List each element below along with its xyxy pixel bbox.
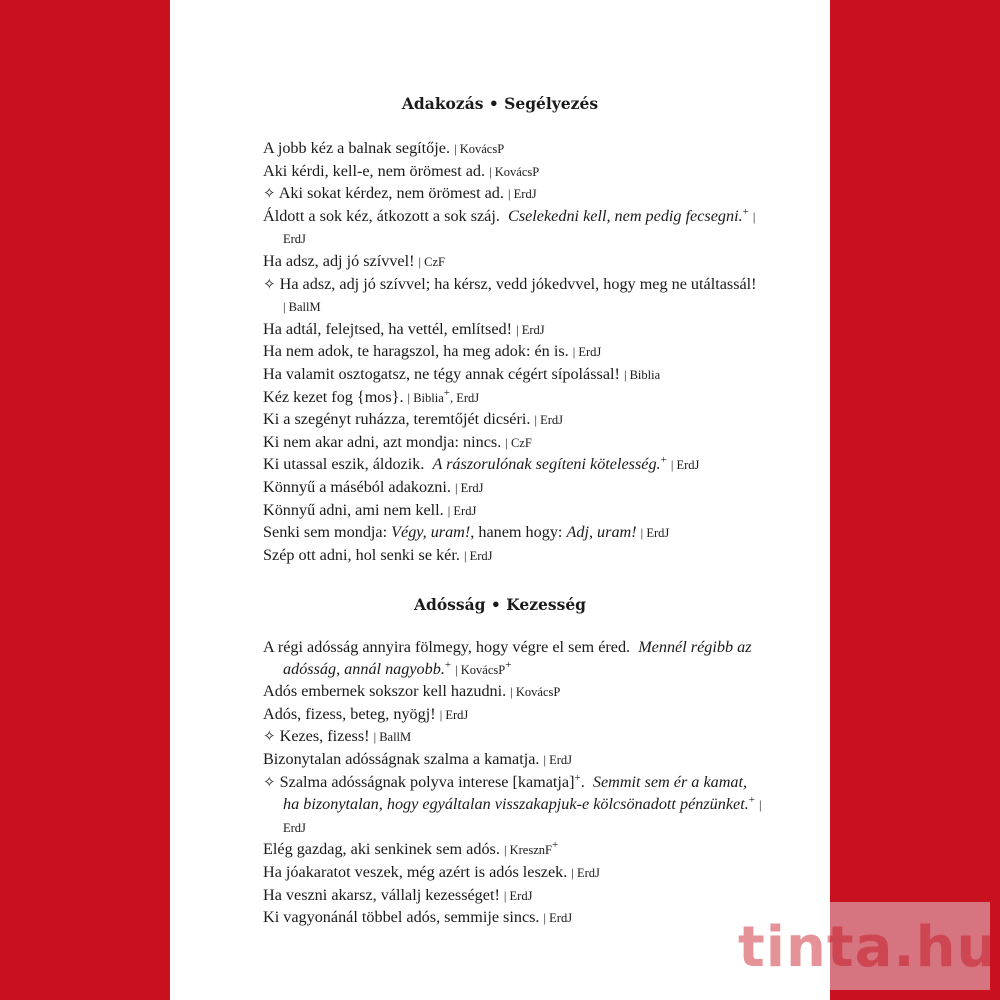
source-name: KovácsP bbox=[494, 164, 540, 179]
source-reference: | ErdJ bbox=[283, 798, 762, 835]
explanation-note: Cselekedni kell, nem pedig fecsegni. bbox=[508, 206, 743, 225]
source-reference: | ErdJ bbox=[508, 187, 537, 202]
source-reference: | ErdJ bbox=[516, 322, 545, 337]
proverb-text: A régi adósság annyira fölmegy, hogy végre el sem éred. bbox=[263, 638, 631, 656]
source-name: ErdJ bbox=[549, 752, 573, 767]
source-reference: | BallM bbox=[373, 730, 412, 745]
proverb-variant-entry bbox=[263, 274, 763, 319]
source-name: ErdJ bbox=[453, 503, 477, 518]
footnote-mark: + bbox=[443, 386, 450, 399]
proverb-entry bbox=[263, 749, 763, 772]
proverb-entry bbox=[263, 341, 763, 364]
source-name: BallM bbox=[379, 730, 412, 745]
source-reference: | CzF bbox=[418, 254, 446, 269]
proverb-entry bbox=[263, 161, 763, 184]
proverb-entry bbox=[263, 432, 763, 455]
proverb-entry bbox=[263, 477, 763, 500]
source-name: CzF bbox=[510, 435, 532, 450]
proverb-entry bbox=[263, 454, 763, 477]
proverb-text: Szalma adósságnak polyva interese [kamatja] bbox=[279, 772, 575, 791]
source-name: Biblia bbox=[629, 367, 661, 382]
source-name: BallM bbox=[288, 300, 321, 315]
variant-marker-icon: ✧ bbox=[263, 774, 276, 791]
proverb-variant-entry bbox=[263, 726, 763, 749]
source-reference: | ErdJ bbox=[463, 548, 493, 563]
proverb-entry bbox=[263, 681, 763, 704]
book-page bbox=[170, 0, 830, 1000]
proverb-entry bbox=[263, 319, 763, 342]
proverb-entry bbox=[263, 500, 763, 523]
quoted-phrase: Végy, uram! bbox=[391, 523, 471, 542]
source-reference: | KovácsP bbox=[489, 164, 540, 179]
proverb-entry bbox=[263, 522, 763, 545]
source-name: ErdJ bbox=[540, 413, 564, 428]
proverb-text: Ha valamit osztogatsz, ne tégy annak cégért sípolással! bbox=[263, 364, 620, 383]
proverb-entry bbox=[263, 862, 763, 885]
source-name: ErdJ bbox=[460, 480, 484, 495]
footnote-mark: + bbox=[551, 839, 559, 852]
source-name-extra: , ErdJ bbox=[449, 390, 480, 405]
source-reference: | ErdJ bbox=[670, 458, 700, 473]
variant-marker-icon: ✧ bbox=[263, 186, 276, 203]
proverb-variant-entry bbox=[263, 183, 763, 206]
source-name: ErdJ bbox=[469, 548, 493, 563]
source-reference: | ErdJ bbox=[503, 888, 533, 903]
source-name: ErdJ bbox=[283, 232, 306, 247]
source-reference: | ErdJ bbox=[571, 865, 600, 880]
proverb-entry bbox=[263, 387, 763, 410]
source-name: CzF bbox=[424, 254, 446, 269]
proverb-text: Ki a szegényt ruházza, teremtőjét dicséri. bbox=[263, 410, 531, 429]
section-title-adossag: Adósság • Kezesség bbox=[413, 595, 587, 614]
explanation-note: A rászorulónak segíteni kötelesség. bbox=[432, 455, 661, 474]
proverb-entry bbox=[263, 907, 763, 930]
proverb-text: Ha jóakaratot veszek, még azért is adós leszek. bbox=[263, 862, 568, 881]
proverb-entry bbox=[263, 637, 763, 681]
proverb-text: Szép ott adni, hol senki se kér. bbox=[263, 545, 460, 564]
source-name: ErdJ bbox=[576, 865, 600, 880]
source-name: ErdJ bbox=[549, 911, 573, 926]
proverb-text: Ha adtál, felejtsed, ha vettél, említsed! bbox=[263, 319, 513, 338]
source-reference: | Biblia bbox=[623, 367, 661, 382]
source-name: ErdJ bbox=[578, 345, 602, 360]
proverb-text: Aki kérdi, kell-e, nem örömest ad. bbox=[263, 161, 486, 180]
footnote-mark: + bbox=[660, 454, 667, 467]
source-name: KovácsP bbox=[515, 685, 561, 700]
proverb-text: Kezes, fizess! bbox=[279, 727, 370, 746]
source-reference: | ErdJ bbox=[640, 526, 670, 541]
proverb-text: Áldott a sok kéz, átkozott a sok száj. bbox=[263, 206, 500, 225]
quoted-phrase: Adj, uram! bbox=[566, 523, 637, 542]
source-reference: | KovácsP+ bbox=[455, 658, 512, 677]
proverb-text: Kéz kezet fog {mos}. bbox=[263, 387, 404, 406]
source-reference: | ErdJ bbox=[534, 413, 564, 428]
proverb-text: Ha adsz, adj jó szívvel! bbox=[263, 251, 415, 270]
source-name: ErdJ bbox=[513, 187, 537, 202]
source-reference: | KovácsP bbox=[454, 142, 505, 156]
source-reference: | Biblia+, ErdJ bbox=[407, 386, 480, 405]
source-name: ErdJ bbox=[521, 322, 545, 337]
proverb-text: Ki nem akar adni, azt mondja: nincs. bbox=[263, 432, 502, 451]
source-name: ErdJ bbox=[283, 820, 306, 835]
tinta-logo: tinta.hu bbox=[738, 915, 998, 980]
source-name: ErdJ bbox=[676, 458, 700, 473]
proverb-text: Aki sokat kérdez, nem örömest ad. bbox=[278, 184, 504, 203]
footnote-mark: + bbox=[742, 205, 749, 218]
variant-marker-icon: ✧ bbox=[263, 729, 276, 746]
explanation-note: Mennél régibb az adósság, annál nagyobb. bbox=[283, 638, 752, 678]
source-reference: | ErdJ bbox=[543, 752, 573, 767]
entry-list-adossag bbox=[263, 637, 763, 930]
explanation-note: Semmit sem ér a kamat, ha bizonytalan, hogy egyáltalan visszakapjuk-e kölcsönadott pénzünket. bbox=[283, 772, 749, 814]
proverb-text-end: . bbox=[580, 772, 585, 791]
variant-marker-icon: ✧ bbox=[263, 276, 276, 293]
proverb-entry bbox=[263, 206, 763, 251]
source-name: Biblia bbox=[413, 390, 444, 405]
proverb-text: Elég gazdag, aki senkinek sem adós. bbox=[263, 840, 500, 859]
proverb-entry bbox=[263, 704, 763, 727]
proverb-text: A jobb kéz a balnak segítője. bbox=[263, 139, 451, 157]
source-name: KresznF bbox=[509, 843, 552, 858]
source-name: ErdJ bbox=[445, 707, 469, 722]
footnote-mark: + bbox=[748, 794, 755, 807]
proverb-entry bbox=[263, 839, 763, 862]
proverb-text: Adós, fizess, beteg, nyögj! bbox=[263, 704, 436, 723]
source-reference: | CzF bbox=[505, 435, 532, 450]
source-reference: | BallM bbox=[283, 300, 321, 315]
proverb-text: Ha adsz, adj jó szívvel; ha kérsz, vedd jókedvvel, hogy meg ne utáltassál! bbox=[279, 274, 757, 293]
source-name: KovácsP bbox=[460, 662, 506, 677]
footnote-mark: + bbox=[444, 658, 452, 671]
proverb-text: Ki vagyonánál többel adós, semmije sincs. bbox=[263, 908, 540, 927]
source-name: KovácsP bbox=[459, 142, 505, 156]
proverb-text: Könnyű a máséból adakozni. bbox=[263, 477, 451, 496]
source-reference: | KresznF+ bbox=[503, 839, 559, 858]
source-reference: | ErdJ bbox=[439, 707, 469, 722]
proverb-text: Ki utassal eszik, áldozik. bbox=[263, 455, 425, 474]
source-reference: | ErdJ bbox=[283, 209, 756, 247]
entry-list-adakozas bbox=[263, 138, 763, 567]
proverb-text: Ha nem adok, te haragszol, ha meg adok: én is. bbox=[263, 342, 569, 361]
proverb-entry bbox=[263, 251, 763, 274]
proverb-text: Könnyű adni, ami nem kell. bbox=[263, 500, 444, 519]
proverb-entry bbox=[263, 545, 763, 568]
proverb-variant-entry bbox=[263, 772, 763, 840]
section-title-adakozas: Adakozás • Segélyezés bbox=[401, 94, 599, 113]
source-reference: | ErdJ bbox=[447, 503, 477, 518]
proverb-entry bbox=[263, 409, 763, 432]
proverb-text-continued: , hanem hogy: bbox=[470, 523, 567, 542]
source-reference: | ErdJ bbox=[572, 345, 602, 360]
proverb-entry bbox=[263, 364, 763, 387]
source-reference: | ErdJ bbox=[543, 911, 573, 926]
proverb-text: Bizonytalan adósságnak szalma a kamatja. bbox=[263, 749, 540, 768]
footnote-mark: + bbox=[505, 658, 512, 671]
proverb-text: Senki sem mondja: bbox=[263, 523, 392, 542]
proverb-entry bbox=[263, 138, 763, 161]
source-reference: | ErdJ bbox=[454, 480, 484, 495]
proverb-entry bbox=[263, 885, 763, 908]
footnote-mark: + bbox=[574, 771, 581, 784]
source-name: ErdJ bbox=[509, 888, 533, 903]
proverb-text: Ha veszni akarsz, vállalj kezességet! bbox=[263, 885, 500, 904]
source-name: ErdJ bbox=[646, 526, 670, 541]
source-reference: | KovácsP bbox=[510, 685, 561, 700]
proverb-text: Adós embernek sokszor kell hazudni. bbox=[263, 682, 507, 701]
